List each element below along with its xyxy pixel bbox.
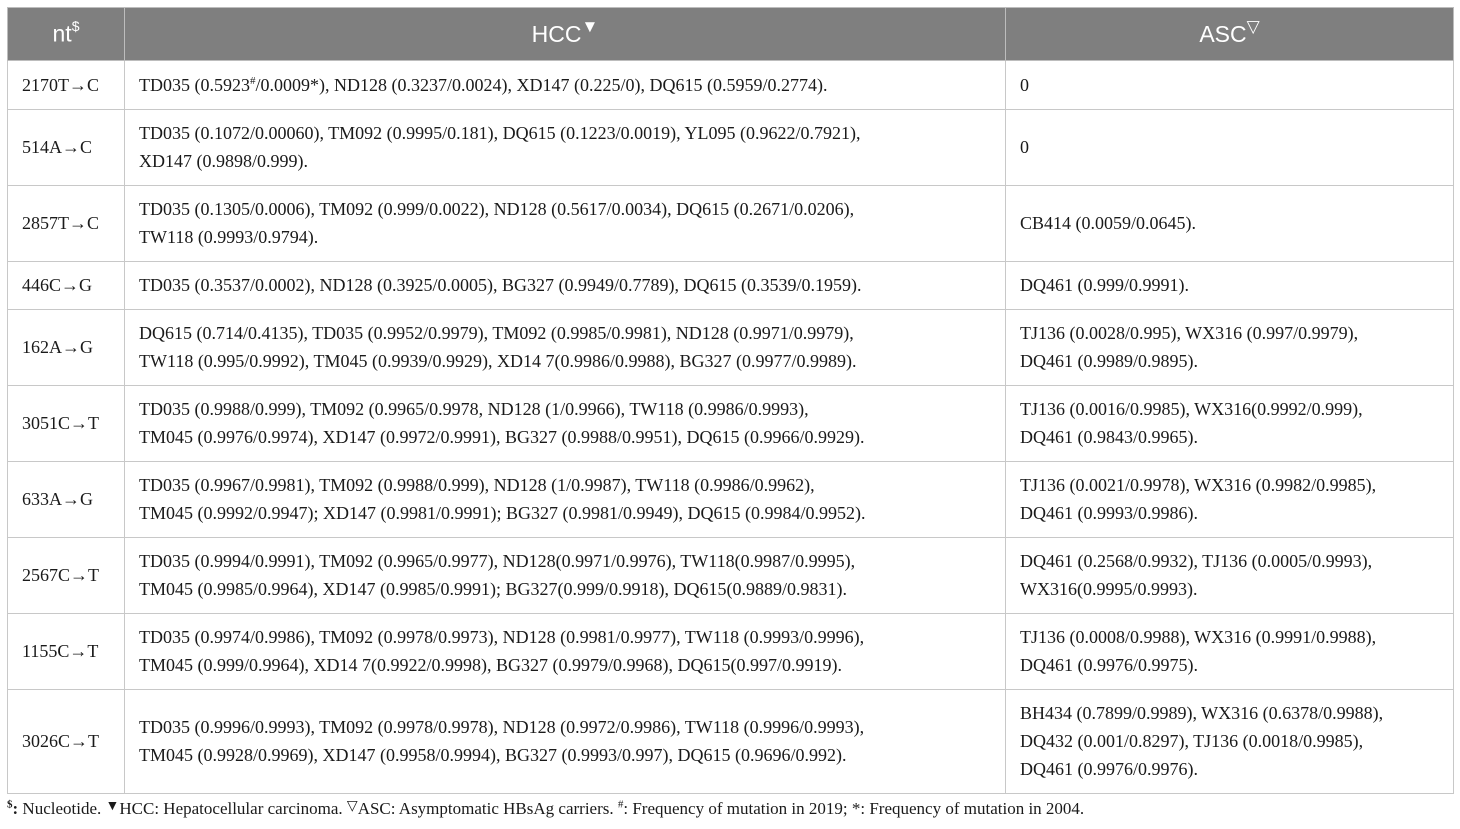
header-asc bbox=[1006, 8, 1454, 61]
cell-asc-line: DQ461 (0.2568/0.9932), TJ136 (0.0005/0.9993), bbox=[1020, 551, 1373, 571]
cell-asc bbox=[1006, 538, 1454, 614]
cell-hcc bbox=[125, 462, 1006, 538]
cell-hcc-line: TM045 (0.999/0.9964), XD14 7(0.9922/0.9998), BG327 (0.9979/0.9968), DQ615(0.997/0.9919). bbox=[139, 655, 842, 675]
footnote-asc: ASC: Asymptomatic HBsAg carriers. bbox=[357, 799, 618, 818]
cell-hcc bbox=[125, 262, 1006, 310]
cell-asc-line: TJ136 (0.0028/0.995), WX316 (0.997/0.9979), bbox=[1020, 323, 1359, 343]
cell-asc bbox=[1006, 614, 1454, 690]
cell-hcc-line: TD035 (0.9994/0.9991), TM092 (0.9965/0.9977), ND128(0.9971/0.9976), TW118(0.9987/0.9995), bbox=[139, 551, 856, 571]
footnote-hash-mark: # bbox=[617, 798, 624, 811]
cell-hcc-line: TM045 (0.9992/0.9947); XD147 (0.9981/0.9991); BG327 (0.9981/0.9949), DQ615 (0.9984/0.9952). bbox=[139, 503, 866, 523]
outline-triangle-icon: ▽ bbox=[1246, 16, 1260, 36]
header-hcc bbox=[125, 8, 1006, 61]
cell-hcc-line: TD035 (0.9996/0.9993), TM092 (0.9978/0.9978), ND128 (0.9972/0.9986), TW118 (0.9996/0.9993), bbox=[139, 717, 865, 737]
cell-hcc-line: TM045 (0.9985/0.9964), XD147 (0.9985/0.9991); BG327(0.999/0.9918), DQ615(0.9889/0.9831). bbox=[139, 579, 847, 599]
cell-nt: 446C→G bbox=[8, 262, 125, 310]
cell-hcc-line: TW118 (0.9993/0.9794). bbox=[139, 227, 319, 247]
cell-hcc-line: TM045 (0.9928/0.9969), XD147 (0.9958/0.9994), BG327 (0.9993/0.997), DQ615 (0.9696/0.992). bbox=[139, 745, 847, 765]
table-row bbox=[8, 61, 1454, 110]
table-row bbox=[8, 614, 1454, 690]
mutation-table-container bbox=[7, 7, 1453, 794]
table-row bbox=[8, 110, 1454, 186]
cell-asc-line: DQ461 (0.9843/0.9965). bbox=[1020, 427, 1198, 447]
table-row bbox=[8, 690, 1454, 794]
cell-asc-line: WX316(0.9995/0.9993). bbox=[1020, 579, 1198, 599]
cell-hcc-text: TD035 (0.5923 bbox=[139, 74, 250, 95]
cell-asc-line: TJ136 (0.0008/0.9988), WX316 (0.9991/0.9988), bbox=[1020, 627, 1377, 647]
cell-asc-line: DQ461 (0.9993/0.9986). bbox=[1020, 503, 1198, 523]
cell-hcc-text: /0.0009*), ND128 (0.3237/0.0024), XD147 (0.225/0), DQ615 (0.5959/0.2774). bbox=[255, 74, 828, 95]
cell-nt: 2857T→C bbox=[8, 186, 125, 262]
cell-hcc-line: TM045 (0.9976/0.9974), XD147 (0.9972/0.9991), BG327 (0.9988/0.9951), DQ615 (0.9966/0.9929). bbox=[139, 427, 865, 447]
header-nt bbox=[8, 8, 125, 61]
cell-nt: 1155C→T bbox=[8, 614, 125, 690]
cell-hcc-line: XD147 (0.9898/0.999). bbox=[139, 151, 308, 171]
hash-sup: # bbox=[250, 74, 256, 87]
cell-nt: 2567C→T bbox=[8, 538, 125, 614]
cell-asc-line: TJ136 (0.0016/0.9985), WX316(0.9992/0.999), bbox=[1020, 399, 1363, 419]
cell-asc-line: DQ461 (0.9976/0.9976). bbox=[1020, 759, 1198, 779]
cell-asc bbox=[1006, 310, 1454, 386]
footnote-filled-triangle-icon: ▼ bbox=[105, 799, 120, 814]
cell-asc-line: 0 bbox=[1020, 137, 1029, 157]
cell-nt: 162A→G bbox=[8, 310, 125, 386]
cell-hcc-line: TD035 (0.1305/0.0006), TM092 (0.999/0.0022), ND128 (0.5617/0.0034), DQ615 (0.2671/0.0206), bbox=[139, 199, 855, 219]
table-footnote bbox=[7, 797, 1084, 821]
cell-asc-line: CB414 (0.0059/0.0645). bbox=[1020, 213, 1197, 233]
header-asc-label: ASC bbox=[1199, 20, 1247, 47]
cell-hcc-line: TD035 (0.9967/0.9981), TM092 (0.9988/0.999), ND128 (1/0.9987), TW118 (0.9986/0.9962), bbox=[139, 475, 815, 495]
cell-hcc-line: TD035 (0.9988/0.999), TM092 (0.9965/0.9978, ND128 (1/0.9966), TW118 (0.9986/0.9993), bbox=[139, 399, 809, 419]
table-row bbox=[8, 262, 1454, 310]
cell-hcc bbox=[125, 310, 1006, 386]
cell-hcc bbox=[125, 538, 1006, 614]
table-body bbox=[8, 61, 1454, 794]
cell-asc-line: BH434 (0.7899/0.9989), WX316 (0.6378/0.9988), bbox=[1020, 703, 1384, 723]
cell-hcc-line: DQ615 (0.714/0.4135), TD035 (0.9952/0.9979), TM092 (0.9985/0.9981), ND128 (0.9971/0.9979), bbox=[139, 323, 854, 343]
header-nt-label: nt bbox=[52, 20, 72, 47]
cell-asc-line: DQ432 (0.001/0.8297), TJ136 (0.0018/0.9985), bbox=[1020, 731, 1364, 751]
cell-asc bbox=[1006, 690, 1454, 794]
cell-hcc bbox=[125, 386, 1006, 462]
cell-nt: 2170T→C bbox=[8, 61, 125, 110]
cell-asc bbox=[1006, 262, 1454, 310]
cell-asc bbox=[1006, 462, 1454, 538]
cell-hcc bbox=[125, 110, 1006, 186]
footnote-nucleotide: Nucleotide. bbox=[18, 799, 106, 818]
header-nt-sup: $ bbox=[71, 18, 80, 35]
table-row bbox=[8, 462, 1454, 538]
cell-asc-line: DQ461 (0.999/0.9991). bbox=[1020, 275, 1189, 295]
cell-hcc bbox=[125, 614, 1006, 690]
table-row bbox=[8, 186, 1454, 262]
cell-asc-line: DQ461 (0.9989/0.9895). bbox=[1020, 351, 1198, 371]
table-row bbox=[8, 310, 1454, 386]
cell-hcc-line: TD035 (0.1072/0.00060), TM092 (0.9995/0.181), DQ615 (0.1223/0.0019), YL095 (0.9622/0.7921), bbox=[139, 123, 861, 143]
cell-asc: 0 bbox=[1006, 61, 1454, 110]
header-hcc-label: HCC bbox=[531, 20, 582, 47]
footnote-hcc: HCC: Hepatocellular carcinoma. bbox=[119, 799, 347, 818]
footnote-dollar-mark: $ bbox=[7, 798, 13, 811]
cell-asc bbox=[1006, 386, 1454, 462]
cell-hcc bbox=[125, 61, 1006, 110]
cell-asc-line: TJ136 (0.0021/0.9978), WX316 (0.9982/0.9985), bbox=[1020, 475, 1377, 495]
footnote-outline-triangle-icon: ▽ bbox=[346, 799, 358, 814]
footnote-frequency: : Frequency of mutation in 2019; *: Frequency of mutation in 2004. bbox=[623, 799, 1085, 818]
mutation-frequency-table bbox=[7, 7, 1454, 794]
cell-asc bbox=[1006, 186, 1454, 262]
header-row bbox=[8, 8, 1454, 61]
filled-triangle-icon: ▼ bbox=[581, 16, 599, 36]
table-row bbox=[8, 538, 1454, 614]
cell-asc-line: DQ461 (0.9976/0.9975). bbox=[1020, 655, 1198, 675]
cell-nt: 633A→G bbox=[8, 462, 125, 538]
cell-hcc-line: TW118 (0.995/0.9992), TM045 (0.9939/0.9929), XD14 7(0.9986/0.9988), BG327 (0.9977/0.9989). bbox=[139, 351, 857, 371]
cell-asc bbox=[1006, 110, 1454, 186]
cell-hcc bbox=[125, 186, 1006, 262]
cell-hcc-line: TD035 (0.3537/0.0002), ND128 (0.3925/0.0005), BG327 (0.9949/0.7789), DQ615 (0.3539/0.1959). bbox=[139, 275, 862, 295]
footnote-colon: : bbox=[12, 799, 19, 818]
table-row bbox=[8, 386, 1454, 462]
cell-nt: 514A→C bbox=[8, 110, 125, 186]
cell-hcc bbox=[125, 690, 1006, 794]
cell-hcc-line: TD035 (0.9974/0.9986), TM092 (0.9978/0.9973), ND128 (0.9981/0.9977), TW118 (0.9993/0.9996), bbox=[139, 627, 865, 647]
cell-nt: 3051C→T bbox=[8, 386, 125, 462]
cell-nt: 3026C→T bbox=[8, 690, 125, 794]
table-header bbox=[8, 8, 1454, 61]
